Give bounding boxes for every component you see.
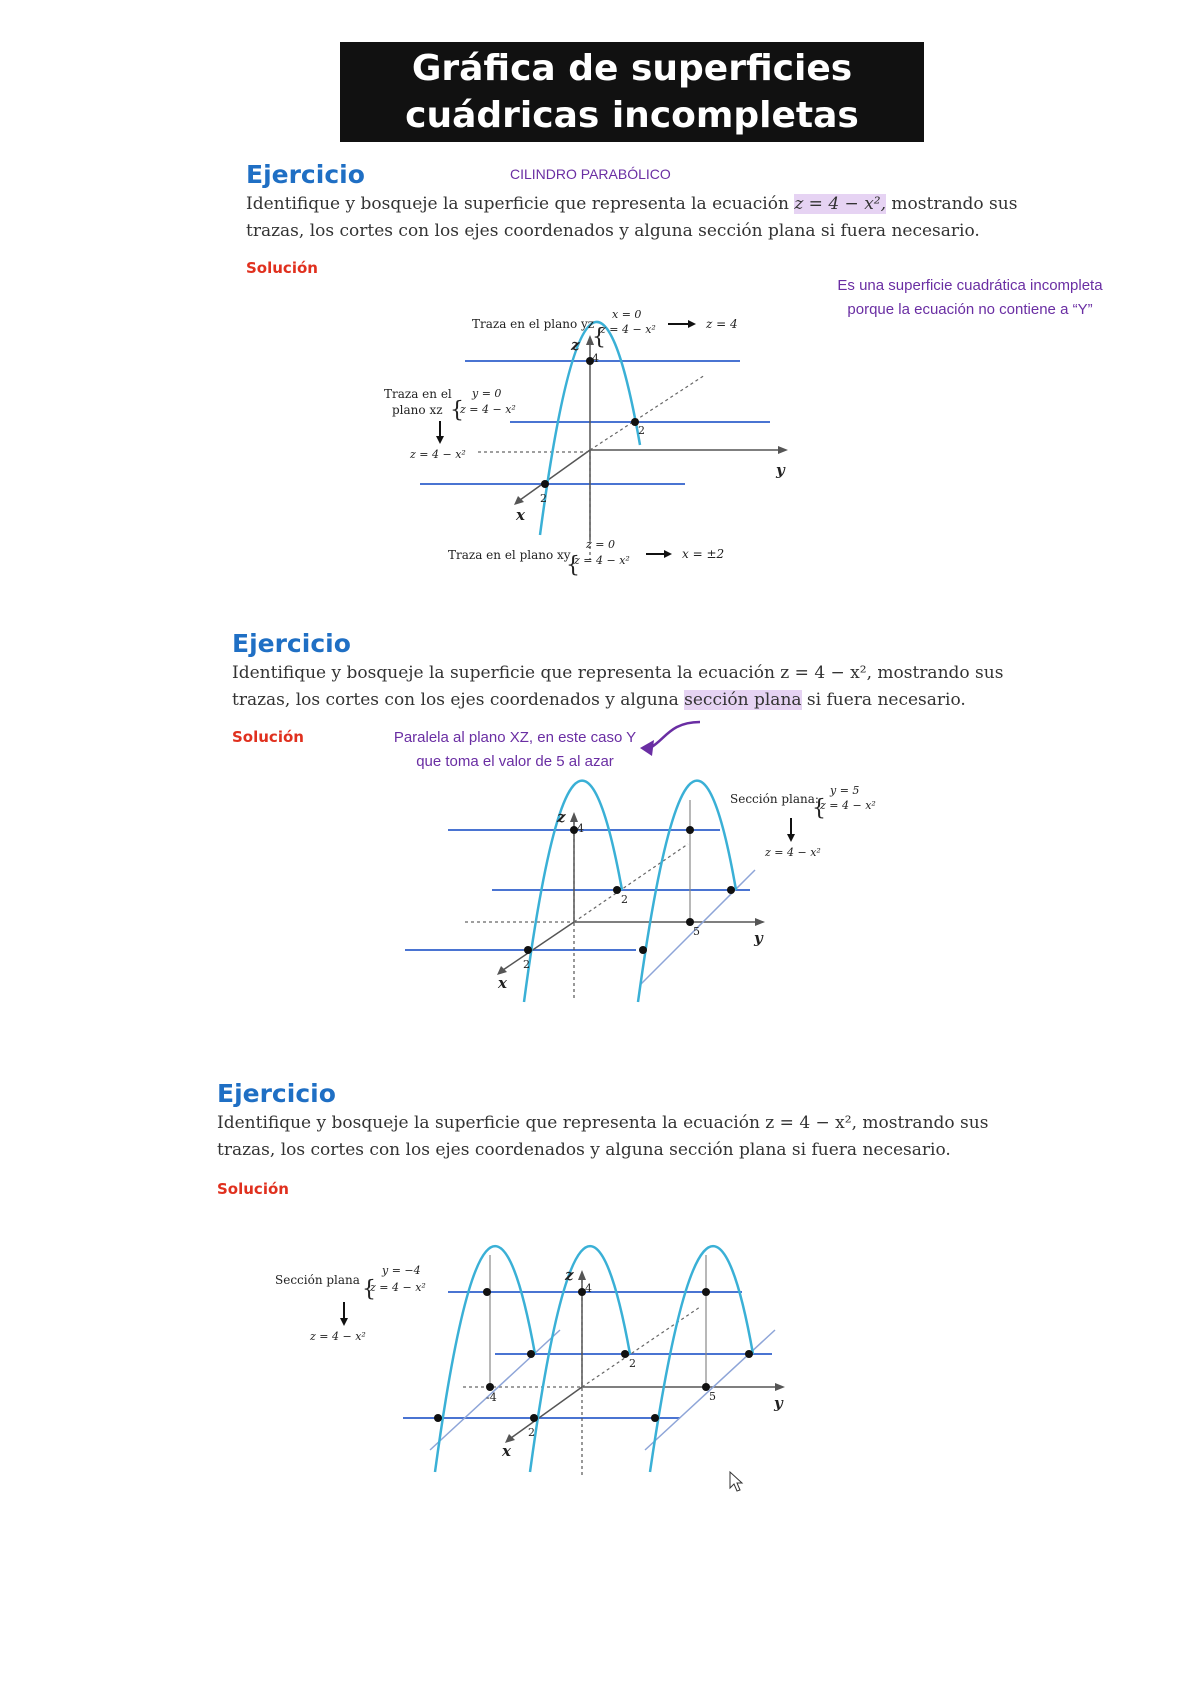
- yz-result: z = 4: [706, 317, 738, 331]
- section-label: Sección plana:: [730, 792, 819, 806]
- title-line-2: cuádricas incompletas: [405, 95, 859, 136]
- brace: {: [362, 1277, 376, 1302]
- tick-minus-4: -4: [486, 1391, 497, 1404]
- xz-trace-label-1: Traza en el: [384, 387, 452, 401]
- y-point: [621, 1350, 629, 1358]
- xy-eq-2: z = 4 − x²: [574, 554, 630, 567]
- brace: {: [566, 553, 580, 578]
- x-point: [530, 1414, 538, 1422]
- ex2-note-line-1: Paralela al plano XZ, en este caso Y: [393, 729, 637, 746]
- tick-4: 4: [592, 352, 599, 365]
- tick-2-x: 2: [523, 958, 530, 971]
- section-eq-1: y = 5: [830, 784, 860, 797]
- tick-5: 5: [693, 925, 700, 938]
- ex3-statement-line-2: trazas, los cortes con los ejes coordenados y alguna sección plana si fuera necesario.: [217, 1140, 951, 1160]
- brace: {: [450, 398, 464, 423]
- ex2-stmt-post: si fuera necesario.: [801, 690, 966, 710]
- title-line-1: Gráfica de superficies: [411, 48, 853, 89]
- parabola-section-right: [650, 1246, 753, 1472]
- xz-eq-2: z = 4 − x²: [460, 403, 516, 416]
- y-point: [527, 1350, 535, 1358]
- ex2-statement-line-1: Identifique y bosqueje la superficie que representa la ecuación z = 4 − x², mostrando sus: [232, 663, 1004, 683]
- axis-y-label: y: [774, 1394, 783, 1412]
- axis-y-label: y: [754, 929, 763, 947]
- axis-z-label: z: [557, 808, 566, 826]
- tick-2-y: 2: [621, 893, 628, 906]
- ex1-stmt-pre: Identifique y bosqueje la superficie que representa la ecuación: [246, 194, 795, 214]
- axis-z-label: z: [565, 1266, 574, 1284]
- ex1-tag: CILINDRO PARABÓLICO: [510, 166, 671, 182]
- axis-y-label: y: [776, 461, 785, 479]
- ex1-statement-line-2: trazas, los cortes con los ejes coordenados y alguna sección plana si fuera necesario.: [246, 221, 980, 241]
- ex2-stmt-highlight: sección plana: [684, 690, 802, 710]
- section-eq-2: z = 4 − x²: [820, 799, 876, 812]
- dashed-diagonal: [582, 1307, 700, 1387]
- ex1-note-line-1: Es una superficie cuadrática incompleta: [837, 277, 1103, 294]
- x-point: [434, 1414, 442, 1422]
- axis-x-label: x: [516, 506, 525, 524]
- ex2-note-line-2: que toma el valor de 5 al azar: [416, 753, 614, 770]
- axis-z-label: z: [571, 336, 580, 354]
- xy-eq-1: z = 0: [586, 538, 616, 551]
- section-eq-1: y = −4: [382, 1264, 421, 1277]
- section-result: z = 4 − x²: [310, 1330, 366, 1343]
- section-eq-2: z = 4 − x²: [370, 1281, 426, 1294]
- xz-trace-label-2: plano xz: [392, 403, 443, 417]
- tick-2-y: 2: [629, 1357, 636, 1370]
- arrow-head: [340, 1318, 348, 1326]
- tick-5: 5: [709, 1390, 716, 1403]
- ex2-solution-label: Solución: [232, 728, 304, 746]
- ex1-note-line-2: porque la ecuación no contiene a “Y”: [847, 301, 1093, 318]
- yz-eq-1: x = 0: [612, 308, 642, 321]
- tick-2-y: 2: [638, 424, 645, 437]
- vertex-point: [702, 1288, 710, 1296]
- ex3-heading: Ejercicio: [217, 1079, 336, 1108]
- ex2-heading: Ejercicio: [232, 629, 351, 658]
- ex1-stmt-equation: z = 4 − x²,: [794, 194, 886, 214]
- offset-axis-left: [430, 1330, 560, 1450]
- brace: {: [592, 325, 606, 350]
- yz-trace-label: Traza en el plano yz: [472, 317, 595, 331]
- ex1-solution-label: Solución: [246, 259, 318, 277]
- mouse-cursor-icon: [730, 1472, 742, 1491]
- xz-eq-1: y = 0: [472, 387, 502, 400]
- section-label: Sección plana: [275, 1273, 360, 1287]
- tick-2-x: 2: [540, 492, 547, 505]
- z-axis-arrow: [578, 1270, 586, 1280]
- ex3-statement-line-1: Identifique y bosqueje la superficie que representa la ecuación z = 4 − x², mostrando sus: [217, 1113, 989, 1133]
- xy-result: x = ±2: [682, 547, 725, 561]
- ex1-heading: Ejercicio: [246, 160, 365, 189]
- section-result: z = 4 − x²: [765, 846, 821, 859]
- tick-4: 4: [577, 822, 584, 835]
- brace: {: [812, 796, 826, 821]
- ex3-solution-label: Solución: [217, 1180, 289, 1198]
- vertex-point: [483, 1288, 491, 1296]
- tick-4: 4: [585, 1282, 592, 1295]
- xz-result: z = 4 − x²: [410, 448, 466, 461]
- ex3-plane-lines: [403, 1292, 772, 1418]
- ym4-point: [486, 1383, 494, 1391]
- ex1-stmt-post: mostrando sus: [886, 194, 1018, 214]
- x-point: [651, 1414, 659, 1422]
- y-axis-arrow: [775, 1383, 785, 1391]
- yz-eq-2: z = 4 − x²: [600, 323, 656, 336]
- tick-2-x: 2: [528, 1426, 535, 1439]
- x-axis: [511, 1387, 582, 1438]
- parabola-section-left: [435, 1246, 535, 1472]
- y-point: [745, 1350, 753, 1358]
- axis-x-label: x: [502, 1442, 511, 1460]
- xy-trace-label: Traza en el plano xy: [448, 548, 571, 562]
- axis-x-label: x: [498, 974, 507, 992]
- ex2-stmt-pre: trazas, los cortes con los ejes coordenados y alguna: [232, 690, 685, 710]
